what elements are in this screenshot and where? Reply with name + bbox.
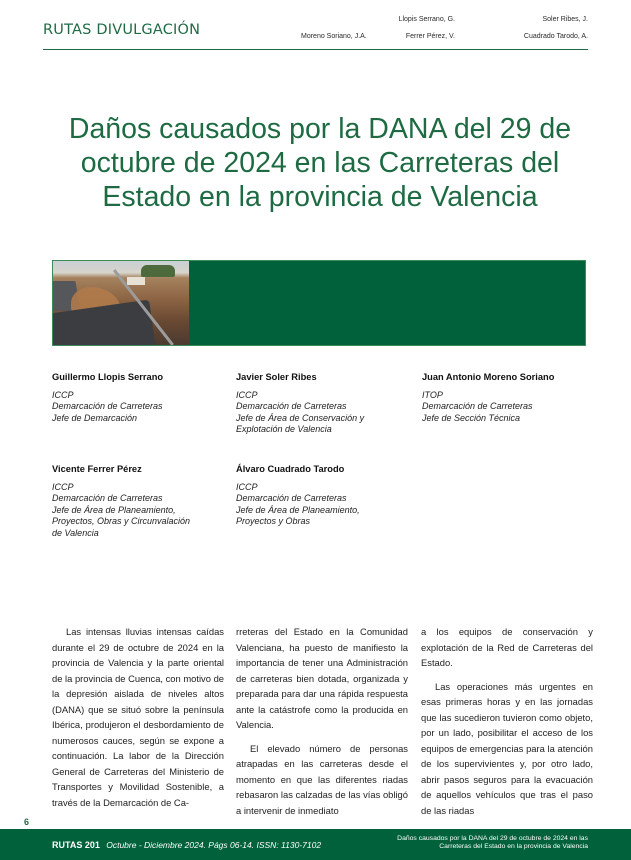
running-title [397,835,588,851]
title-line: octubre de 2024 en las Carreteras del [80,147,560,179]
author-block [52,464,232,539]
body-column-2 [236,624,408,818]
author-position: Jefe de Área de Conservación y [236,412,365,423]
author-affiliation: Demarcación de Carreteras [422,401,533,411]
header-author: Cuadrado Tarodo, A. [523,33,588,40]
author-affiliation: Demarcación de Carreteras [236,401,347,411]
author-degree: ITOP [422,389,443,400]
author-affiliation: Demarcación de Carreteras [52,401,163,411]
author-degree: ICCP [52,481,74,492]
section-title: RUTAS DIVULGACIÓN [43,22,201,38]
author-position: de Valencia [52,527,99,538]
title-line: Daños causados por la DANA del 29 de [68,113,572,145]
author-position: Jefe de Demarcación [52,412,138,423]
body-column-3 [421,624,593,818]
journal-citation [52,840,321,850]
author-name: Javier Soler Ribes [236,372,317,382]
author-name: Vicente Ferrer Pérez [52,464,142,474]
author-block [236,372,416,436]
author-name: Juan Antonio Moreno Soriano [422,372,555,382]
running-title-line: Daños causados por la DANA del 29 de octubre de 2024 en las [397,835,588,842]
journal-issue: Octubre - Diciembre 2024. Págs 06-14. ISSN: 1130-7102 [106,840,322,850]
page-header [43,0,588,50]
title-banner [52,260,586,346]
author-block [422,372,602,424]
author-position: Proyectos y Obras [236,516,311,526]
author-block [236,464,416,528]
header-author: Ferrer Pérez, V. [405,33,455,40]
author-position: Jefe de Área de Planeamiento, [52,504,176,515]
running-title-line: Carreteras del Estado en la provincia de Valencia [439,843,588,850]
body-column-1 [52,624,224,810]
author-degree: ICCP [236,481,258,492]
author-name: Álvaro Cuadrado Tarodo [236,464,345,474]
body-paragraph: rreteras del Estado en la Comunidad Valenciana, ha puesto de manifiesto la importancia de tener una Administración de carreteras bien dotada, organizada y preparada para dar una rápida respuesta ante la catástrofe como la producida en Valencia. [236,626,408,730]
body-paragraph: a los equipos de conservación y explotación de la Red de Carreteras del Estado. [421,626,593,668]
journal-name: RUTAS 201 [52,840,100,850]
author-affiliation: Demarcación de Carreteras [52,493,163,503]
page-footer [0,829,631,860]
title-line: Estado en la provincia de Valencia [102,181,538,213]
author-position: Jefe de Sección Técnica [422,412,521,423]
author-degree: ICCP [236,389,258,400]
damaged-road-photo [53,261,189,345]
header-author: Llopis Serrano, G. [398,16,455,23]
header-author: Soler Ribes, J. [542,16,588,23]
body-paragraph: El elevado número de personas atrapadas en las carreteras desde el momento en que las diferentes riadas rebasaron las calzadas de las vías obligó a intervenir de inmediato [236,742,408,816]
page-number: 6 [24,817,30,827]
author-position: Explotación de Valencia [236,424,332,434]
author-position: Jefe de Área de Planeamiento, [236,504,360,515]
author-degree: ICCP [52,389,74,400]
author-affiliation: Demarcación de Carreteras [236,493,347,503]
article-title [40,112,600,214]
body-paragraph: Las operaciones más urgentes en esas primeras horas y en las jornadas que las sucedieron tuvieron como objeto, por un lado, posibilitar el acceso de los equipos de emergencias para la atención de los supervivientes y, por otro lado, abrir pasos seguros para la evacuación de aquellos vehículos que tras el paso de las riadas [421,680,593,816]
body-paragraph: Las intensas lluvias intensas caídas durante el 29 de octubre de 2024 en la provincia de Valencia y la parte oriental de la provincia de Cuenca, con motivo de la depresión aislada de niveles altos (DANA) que se situó sobre la península Ibérica, produjeron el desbordamiento de numerosos cauces, según se expone a continuación. La labor de la Dirección General de Carreteras del Ministerio de Transportes y Movilidad Sostenible, a través de la Demarcación de Ca- [52,626,224,808]
header-author: Moreno Soriano, J.A. [301,33,367,40]
author-block [52,372,232,424]
author-name: Guillermo Llopis Serrano [52,372,164,382]
author-position: Proyectos, Obras y Circunvalación [52,516,191,526]
